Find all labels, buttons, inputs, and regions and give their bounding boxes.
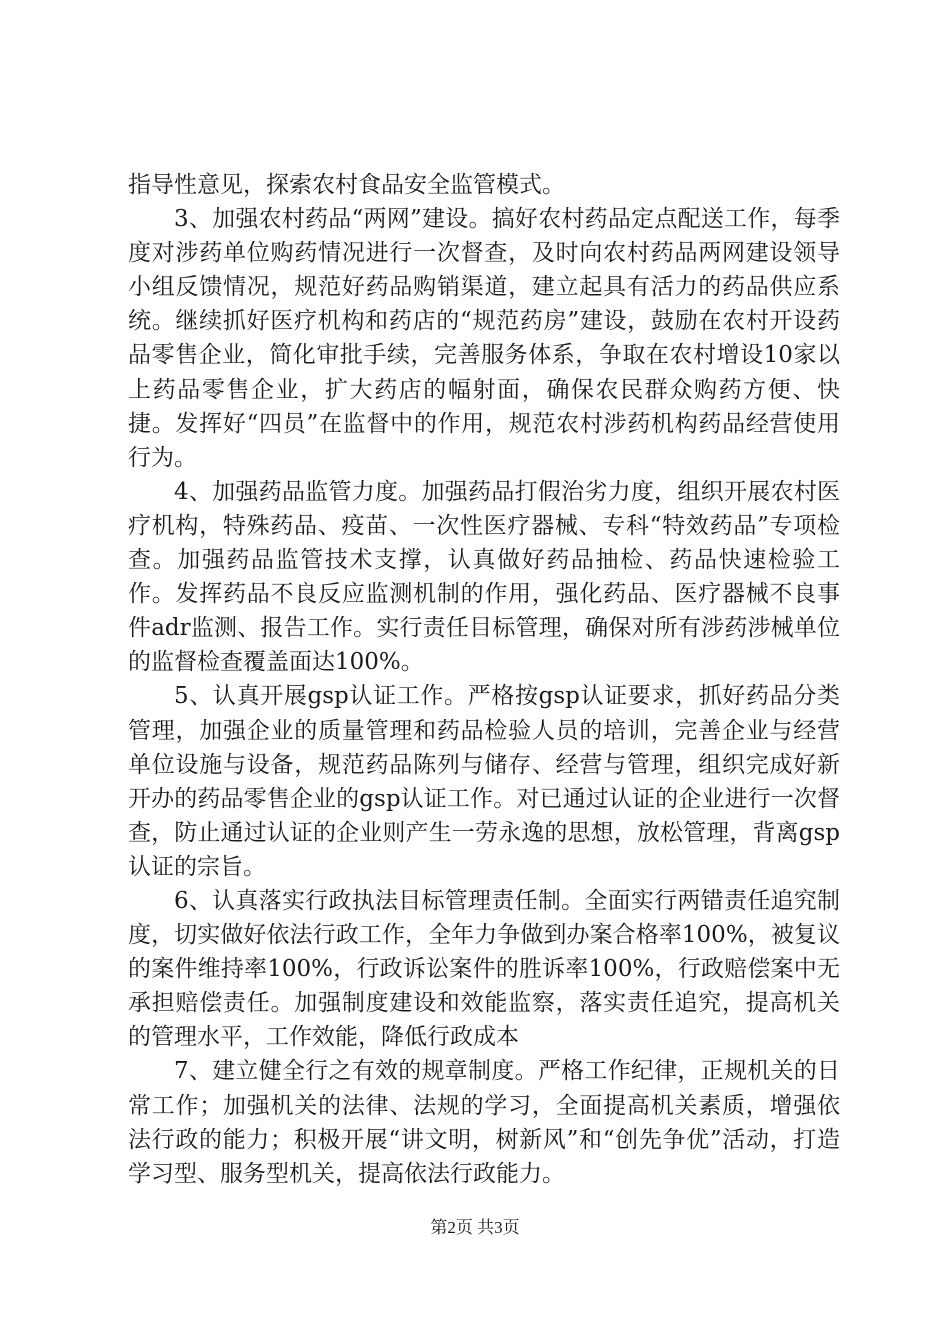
paragraph-item-5: 5、认真开展gsp认证工作。严格按gsp认证要求，抓好药品分类管理，加强企业的质量管理和药品检验人员的培训，完善企业与经营单位设施与设备，规范药品陈列与储存、经营与管理，组织完成好新开办的药品零售企业的gsp认证工作。对已通过认证的企业进行一次督查，防止通过认证的企业则产生一劳永逸的思想，放松管理，背离gsp认证的宗旨。	[128, 683, 840, 880]
page-footer: 第2页 共3页	[430, 1218, 520, 1237]
paragraph-continuation: 指导性意见，探索农村食品安全监管模式。	[128, 172, 565, 198]
paragraph-item-6: 6、认真落实行政执法目标管理责任制。全面实行两错责任追究制度，切实做好依法行政工作，全年力争做到办案合格率100%，被复议的案件维持率100%，行政诉讼案件的胜诉率100%，行政赔偿案中无承担赔偿责任。加强制度建设和效能监察，落实责任追究，提高机关的管理水平，工作效能，降低行政成本	[128, 887, 840, 1051]
paragraph-item-7: 7、建立健全行之有效的规章制度。严格工作纪律，正规机关的日常工作；加强机关的法律、法规的学习，全面提高机关素质，增强依法行政的能力；积极开展“讲文明，树新风”和“创先争优”活动，打造学习型、服务型机关，提高依法行政能力。	[128, 1058, 840, 1187]
paragraph-item-3: 3、加强农村药品“两网”建设。搞好农村药品定点配送工作，每季度对涉药单位购药情况进行一次督查，及时向农村药品两网建设领导小组反馈情况，规范好药品购销渠道，建立起具有活力的药品供应系统。继续抓好医疗机构和药店的“规范药房”建设，鼓励在农村开设药品零售企业，简化审批手续，完善服务体系，争取在农村增设10家以上药品零售企业，扩大药店的幅射面，确保农民群众购药方便、快捷。发挥好“四员”在监督中的作用，规范农村涉药机构药品经营使用行为。	[128, 206, 840, 471]
paragraph-item-4: 4、加强药品监管力度。加强药品打假治劣力度，组织开展农村医疗机构，特殊药品、疫苗、一次性医疗器械、专科“特效药品”专项检查。加强药品监管技术支撑，认真做好药品抽检、药品快速检验工作。发挥药品不良反应监测机制的作用，强化药品、医疗器械不良事件adr监测、报告工作。实行责任目标管理，确保对所有涉药涉械单位的监督检查覆盖面达100%。	[128, 478, 840, 676]
document-body	[128, 168, 840, 1191]
